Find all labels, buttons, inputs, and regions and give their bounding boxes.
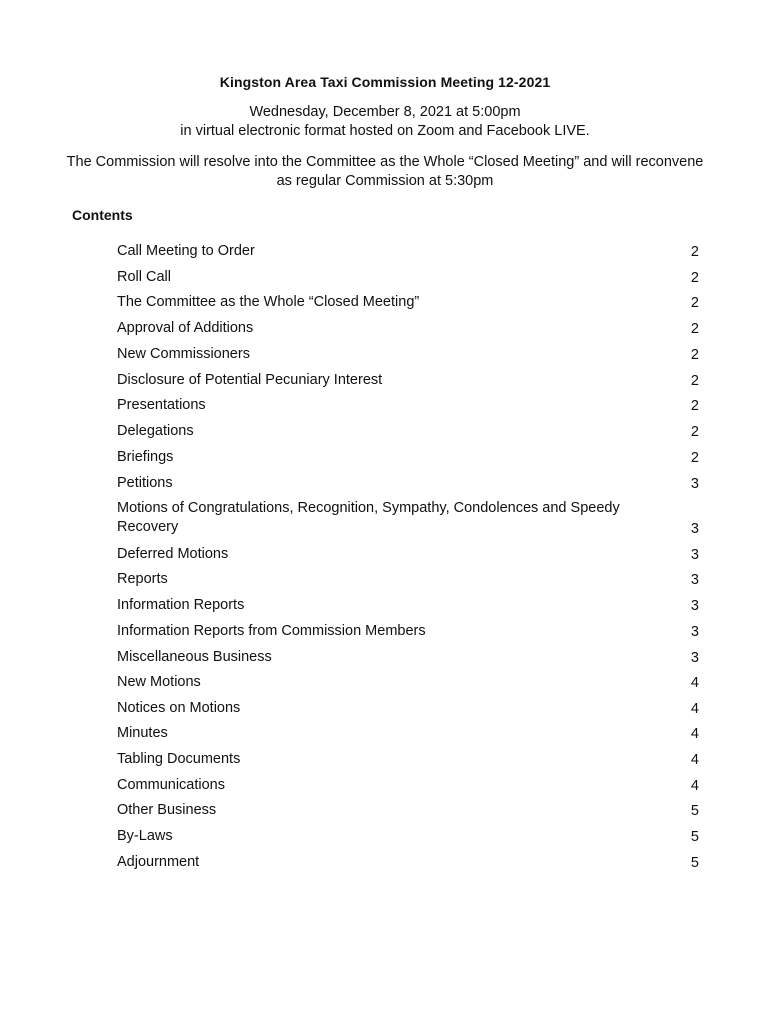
toc-entry[interactable] xyxy=(117,622,699,642)
toc-entry-page: 3 xyxy=(690,624,699,640)
toc-entry-label: Briefings xyxy=(117,449,174,465)
toc-entry-label: Information Reports xyxy=(117,597,245,613)
toc-entry-page: 3 xyxy=(690,598,699,614)
meeting-date: Wednesday, December 8, 2021 at 5:00pm xyxy=(249,104,521,120)
toc-entry[interactable] xyxy=(117,371,699,391)
toc-entry-label: The Committee as the Whole “Closed Meeting” xyxy=(117,294,420,310)
toc-entry-page: 2 xyxy=(690,244,699,260)
toc-entry-page: 3 xyxy=(690,476,699,492)
toc-entry-page: 3 xyxy=(690,521,699,537)
toc-entry-page: 2 xyxy=(690,347,699,363)
toc-entry-page: 3 xyxy=(690,650,699,666)
toc-entry[interactable] xyxy=(117,673,699,693)
toc-entry[interactable] xyxy=(117,827,699,847)
toc-entry-label: Tabling Documents xyxy=(117,751,241,767)
toc-entry-label: Motions of Congratulations, Recognition, Sympathy, Condolences and Speedy Recovery xyxy=(117,500,620,535)
toc-entry[interactable] xyxy=(117,448,699,468)
toc-entry[interactable] xyxy=(117,422,699,442)
toc-entry[interactable] xyxy=(117,499,699,539)
toc-entry-label: New Commissioners xyxy=(117,346,250,362)
toc-entry-page: 2 xyxy=(690,270,699,286)
toc-entry[interactable] xyxy=(117,293,699,313)
toc-entry-label: Roll Call xyxy=(117,269,171,285)
toc-entry[interactable] xyxy=(117,545,699,565)
toc-entry[interactable] xyxy=(117,648,699,668)
toc-entry-label: Other Business xyxy=(117,802,217,818)
toc-entry[interactable] xyxy=(117,268,699,288)
toc-entry-label: Petitions xyxy=(117,475,173,491)
toc-entry-page: 2 xyxy=(690,450,699,466)
toc-entry-label: Information Reports from Commission Members xyxy=(117,623,426,639)
document-title: Kingston Area Taxi Commission Meeting 12-2021 xyxy=(219,74,551,90)
toc-entry-page: 5 xyxy=(690,803,699,819)
toc-entry-label: Adjournment xyxy=(117,854,200,870)
closed-meeting-notice: The Commission will resolve into the Committee as the Whole “Closed Meeting” and will reconvene as regular Commission at 5:30pm xyxy=(66,154,704,189)
meeting-format: in virtual electronic format hosted on Zoom and Facebook LIVE. xyxy=(180,123,590,139)
toc-entry[interactable] xyxy=(117,801,699,821)
toc-entry[interactable] xyxy=(117,570,699,590)
contents-heading: Contents xyxy=(72,207,133,223)
toc-entry-page: 4 xyxy=(690,675,699,691)
toc-entry-page: 5 xyxy=(690,829,699,845)
toc-entry-label: Delegations xyxy=(117,423,194,439)
toc-entry[interactable] xyxy=(117,474,699,494)
toc-entry[interactable] xyxy=(117,596,699,616)
toc-entry[interactable] xyxy=(117,396,699,416)
toc-entry-label: Minutes xyxy=(117,725,168,741)
toc-entry-page: 4 xyxy=(690,778,699,794)
toc-entry-page: 4 xyxy=(690,752,699,768)
toc-entry-page: 5 xyxy=(690,855,699,871)
toc-entry-label: Communications xyxy=(117,777,225,793)
toc-entry-label: Disclosure of Potential Pecuniary Interest xyxy=(117,372,383,388)
toc-entry-page: 3 xyxy=(690,572,699,588)
toc-entry-label: Reports xyxy=(117,571,168,587)
toc-entry[interactable] xyxy=(117,853,699,873)
toc-entry-label: New Motions xyxy=(117,674,201,690)
toc-entry-page: 2 xyxy=(690,424,699,440)
toc-entry-page: 4 xyxy=(690,701,699,717)
toc-entry[interactable] xyxy=(117,699,699,719)
toc-entry[interactable] xyxy=(117,345,699,365)
toc-entry[interactable] xyxy=(117,750,699,770)
toc-entry-label: Approval of Additions xyxy=(117,320,254,336)
toc-entry-page: 2 xyxy=(690,295,699,311)
toc-entry[interactable] xyxy=(117,776,699,796)
toc-entry-label: Notices on Motions xyxy=(117,700,241,716)
toc-entry-page: 2 xyxy=(690,321,699,337)
toc-entry-page: 4 xyxy=(690,726,699,742)
toc-entry-label: Miscellaneous Business xyxy=(117,649,272,665)
toc-entry-label: By-Laws xyxy=(117,828,173,844)
toc-entry-page: 2 xyxy=(690,373,699,389)
toc-entry-page: 3 xyxy=(690,547,699,563)
toc-entry-label: Deferred Motions xyxy=(117,546,229,562)
toc-entry[interactable] xyxy=(117,724,699,744)
toc-entry-label: Presentations xyxy=(117,397,206,413)
toc-entry[interactable] xyxy=(117,319,699,339)
toc-entry-label: Call Meeting to Order xyxy=(117,243,255,259)
toc-entry[interactable] xyxy=(117,242,699,262)
toc-entry-page: 2 xyxy=(690,398,699,414)
